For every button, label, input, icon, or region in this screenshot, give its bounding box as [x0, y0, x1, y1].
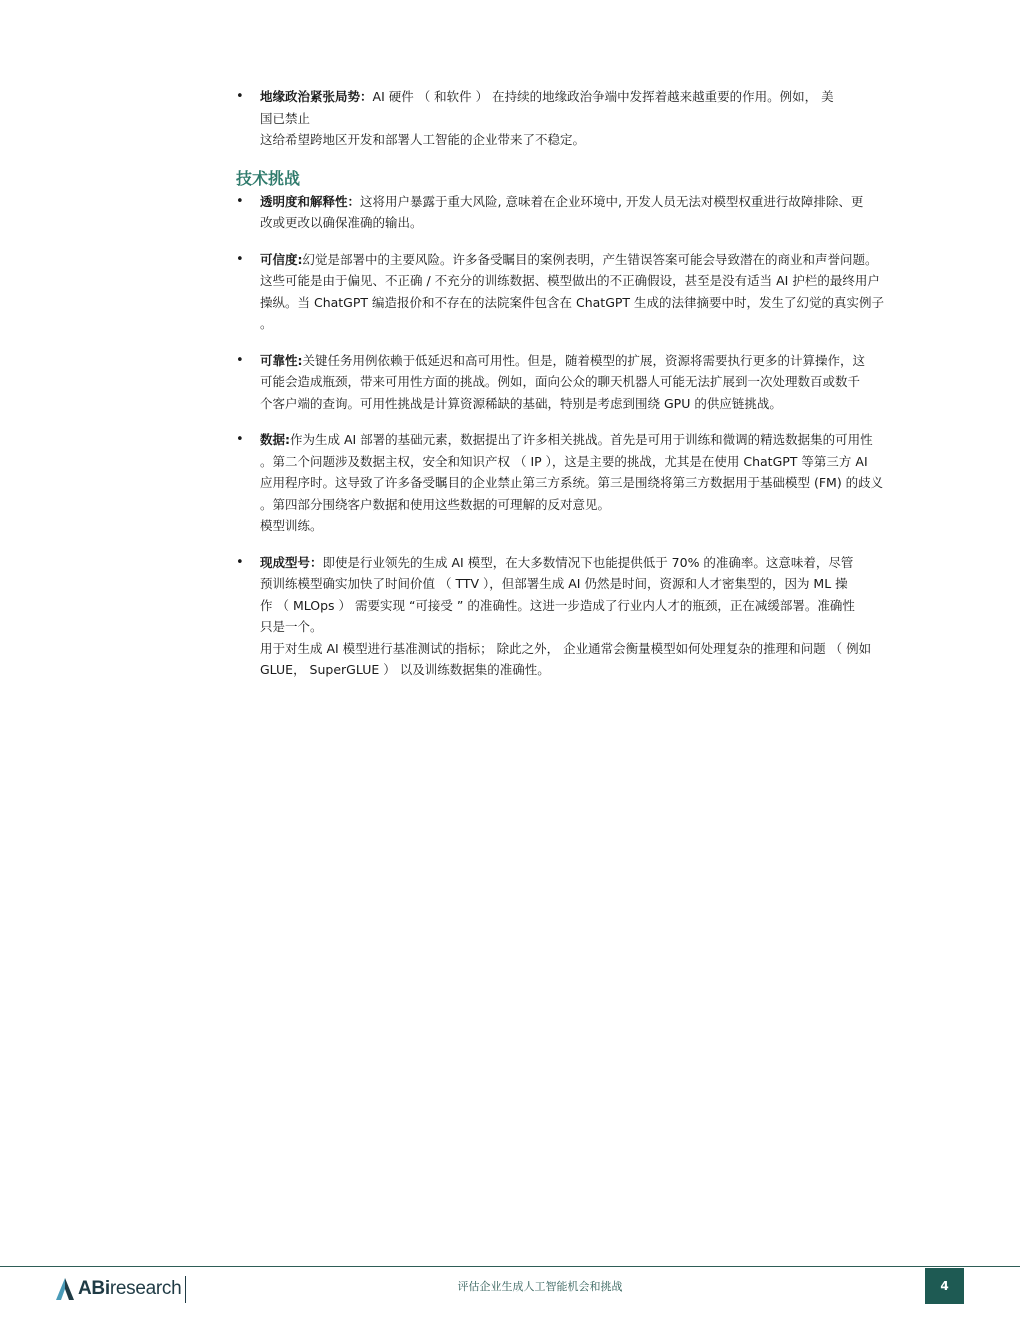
bullet-term: 地缘政治紧张局势：: [260, 89, 373, 104]
bullet-term: 可信度:: [260, 251, 303, 267]
section-title: 技术挑战: [236, 168, 301, 188]
footer-divider: [0, 1266, 1020, 1267]
logo-text: ABiresearch: [78, 1278, 182, 1299]
bullet-dot: •: [236, 432, 244, 447]
bullet-text: 应用程序时。这导致了许多备受瞩目的企业禁止第三方系统。第三是围绕将第三方数据用于基础模型 (FM) 的歧义: [260, 475, 884, 490]
bullet-text: 预训练模型确实加快了时间价值 （ TTV ），但部署生成 AI 仍然是时间，资源和人才密集型的，因为 ML 操: [260, 576, 848, 591]
bullet-text: 改或更改以确保准确的输出。: [260, 215, 423, 230]
bullet-dot: •: [236, 89, 244, 104]
bullet-text: 作 （ MLOps ） 需要实现 “可接受 ” 的准确性。这进一步造成了行业内人才的瓶颈，正在减缓部署。准确性: [260, 597, 855, 613]
bullet-text: 。第二个问题涉及数据主权，安全和知识产权 （ IP ），这是主要的挑战，尤其是在使用 ChatGPT 等第三方 AI: [260, 453, 868, 469]
bullet-dot: •: [236, 193, 244, 209]
bullet-text: 个客户端的查询。可用性挑战是计算资源稀缺的基础，特别是考虑到围绕 GPU 的供应链挑战。: [260, 395, 782, 411]
bullet-text: 。: [260, 316, 273, 331]
bullet-text: 只是一个。: [260, 619, 323, 634]
footer-title: 评估企业生成人工智能机会和挑战: [457, 1280, 623, 1293]
bullet-text: 模型训练。: [260, 518, 323, 533]
page-content: [236, 86, 968, 696]
bullet-dot: •: [236, 352, 244, 368]
bullet-text: 操纵。当 ChatGPT 编造报价和不存在的法院案件包含在 ChatGPT 生成的法律摘要中时，发生了幻觉的真实例子: [260, 294, 885, 310]
bullet-term: 可靠性:: [260, 352, 303, 368]
bullet-term: 现成型号：: [260, 554, 323, 570]
bullet-text: 可能会造成瓶颈，带来可用性方面的挑战。例如，面向公众的聊天机器人可能无法扩展到一次处理数百或数千: [260, 374, 861, 389]
bullet-text: 这给希望跨地区开发和部署人工智能的企业带来了不稳定。: [260, 132, 586, 147]
bullet-text: 作为生成 AI 部署的基础元素，数据提出了许多相关挑战。首先是可用于训练和微调的精选数据集的可用性: [290, 432, 873, 447]
bullet-text: 即使是行业领先的生成 AI 模型，在大多数情况下也能提供低于 70% 的准确率。这意味着，尽管: [322, 554, 854, 570]
bullet-text: 国已禁止: [260, 110, 311, 126]
bullet-data: [236, 429, 968, 537]
bullet-text: 用于对生成 AI 模型进行基准测试的指标； 除此之外， 企业通常会衡量模型如何处理复杂的推理和问题 （ 例如: [260, 640, 872, 656]
page-number: 4: [925, 1268, 964, 1304]
bullet-text: 。第四部分围绕客户数据和使用这些数据的可理解的反对意见。: [260, 496, 611, 512]
bullet-reliability: [236, 350, 968, 415]
bullet-off-the-shelf: [236, 552, 968, 681]
bullet-term: 透明度和解释性：: [260, 193, 361, 209]
bullet-text: 幻觉是部署中的主要风险。许多备受瞩目的案例表明，产生错误答案可能会导致潜在的商业和声誉问题。: [302, 251, 878, 267]
bullet-dot: •: [236, 554, 244, 570]
bullet-text: 这些可能是由于偏见、不正确 / 不充分的训练数据、模型做出的不正确假设，甚至是没有适当 AI 护栏的最终用户: [260, 273, 880, 288]
bullet-geopolitics: [236, 86, 968, 151]
bullet-text: 这将用户暴露于重大风险, 意味着在企业环境中, 开发人员无法对模型权重进行故障排除、更: [360, 193, 864, 209]
bullet-transparency: [236, 191, 968, 234]
bullet-text: GLUE， SuperGLUE ） 以及训练数据集的准确性。: [260, 662, 550, 677]
bullet-dot: •: [236, 251, 244, 267]
bullet-term: 数据:: [260, 432, 290, 447]
bullet-text: 关键任务用例依赖于低延迟和高可用性。但是，随着模型的扩展，资源将需要执行更多的计算操作，这: [302, 352, 866, 368]
bullet-text: AI 硬件 （ 和软件 ） 在持续的地缘政治争端中发挥着越来越重要的作用。例如， 美: [372, 89, 834, 104]
bullet-credibility: [236, 249, 968, 335]
